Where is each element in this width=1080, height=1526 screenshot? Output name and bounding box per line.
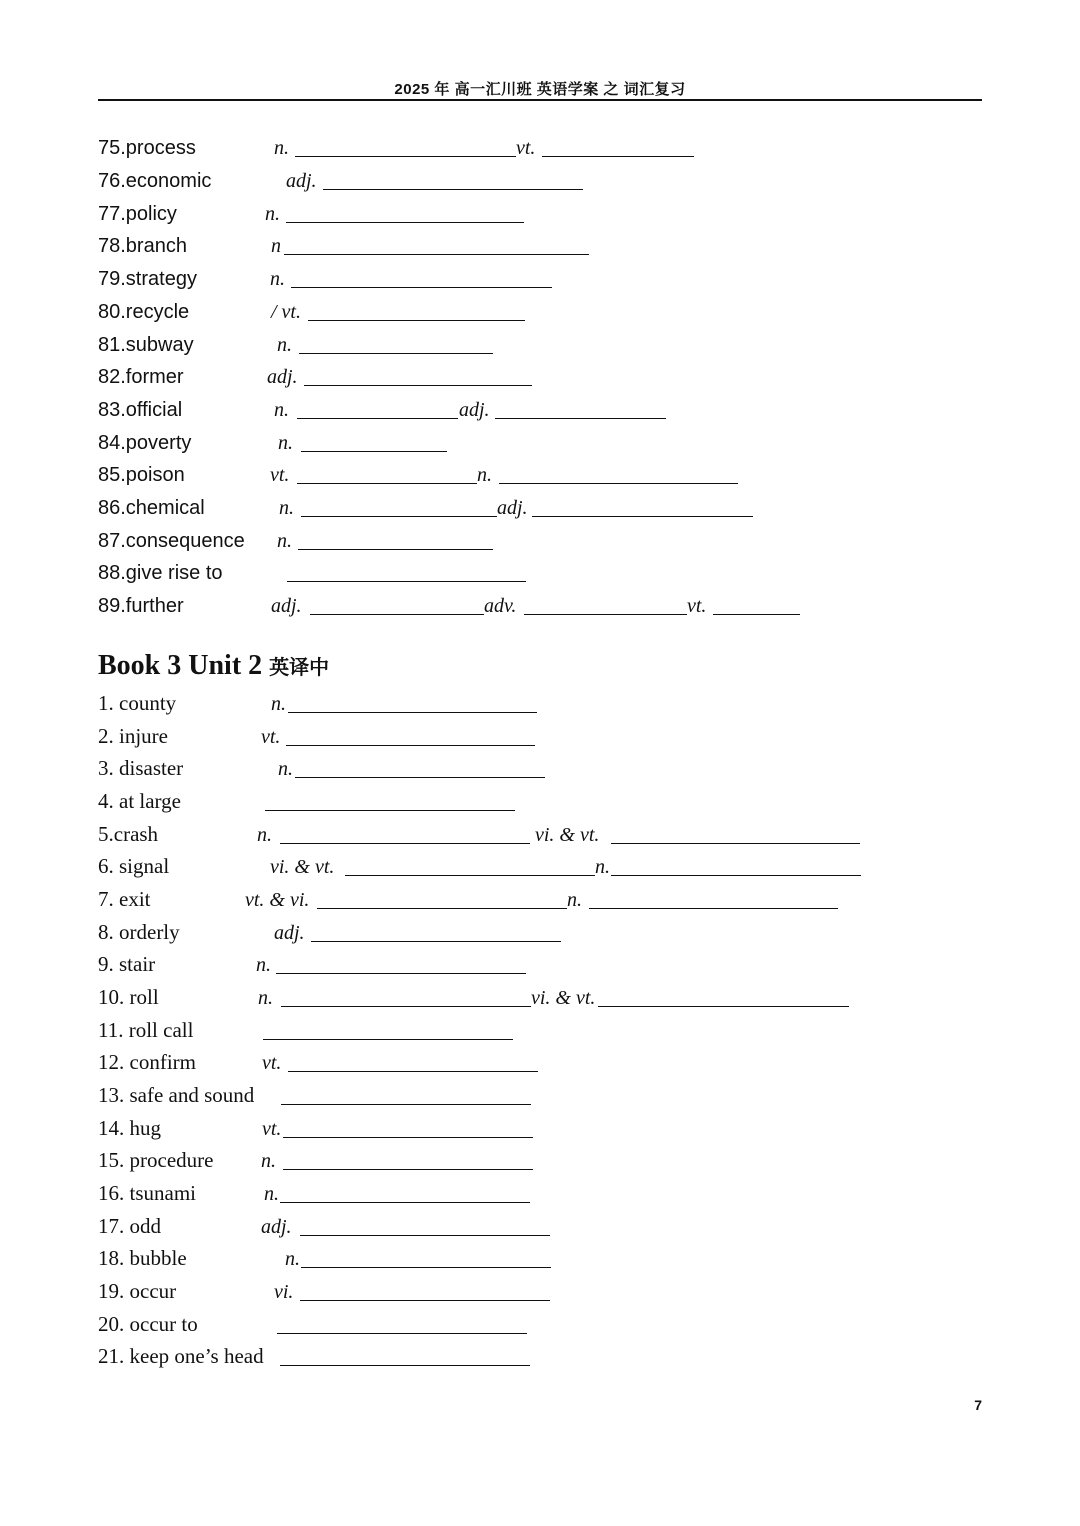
answer-blank[interactable] [286,222,524,223]
part-of-speech-label: vt. [262,1118,282,1140]
part-of-speech-label: n. [278,432,293,454]
page-number: 7 [974,1397,982,1413]
vocab-term: 78.branch [98,235,187,257]
answer-blank[interactable] [286,745,535,746]
answer-blank[interactable] [499,483,738,484]
part-of-speech-label: n. [277,334,292,356]
vocab-row [0,429,1080,459]
answer-blank[interactable] [300,1300,550,1301]
answer-blank[interactable] [598,1006,849,1007]
vocab-row [0,788,1080,818]
part-of-speech-label: vi. [274,1281,294,1303]
vocab-term: 83.official [98,399,183,421]
vocab-term: 19. occur [98,1279,177,1303]
answer-blank[interactable] [297,418,458,419]
vocab-row [0,723,1080,753]
part-of-speech-label: adv. [484,595,517,617]
part-of-speech-label: vt. [516,137,536,159]
answer-blank[interactable] [308,320,525,321]
vocab-term: 1. county [98,691,177,715]
part-of-speech-label: n. [270,268,285,290]
vocab-term: 9. stair [98,952,156,976]
answer-blank[interactable] [298,549,493,550]
part-of-speech-label: n. [256,954,271,976]
vocab-term: 85.poison [98,464,185,486]
part-of-speech-label: n. [271,693,286,715]
vocab-row [0,919,1080,949]
vocab-row [0,134,1080,164]
part-of-speech-label: vi. & vt. [270,856,335,878]
vocab-row [0,1343,1080,1373]
vocab-term: 8. orderly [98,920,180,944]
vocab-term: 7. exit [98,887,151,911]
answer-blank[interactable] [304,385,532,386]
vocab-row [0,1049,1080,1079]
answer-blank[interactable] [280,1365,530,1366]
section-subtitle: 英译中 [269,655,330,679]
vocab-term: 18. bubble [98,1246,187,1270]
header-divider [98,99,982,101]
answer-blank[interactable] [291,287,552,288]
vocab-term: 81.subway [98,334,194,356]
vocab-term: 12. confirm [98,1050,196,1074]
answer-blank[interactable] [287,581,526,582]
answer-blank[interactable] [713,614,800,615]
vocab-row [0,396,1080,426]
part-of-speech-label: vi. & vt. [535,824,600,846]
vocab-row [0,1213,1080,1243]
vocab-term: 77.policy [98,203,177,225]
answer-blank[interactable] [281,1006,531,1007]
vocab-row [0,331,1080,361]
vocab-row [0,690,1080,720]
answer-blank[interactable] [301,516,497,517]
vocab-row [0,592,1080,622]
answer-blank[interactable] [299,353,493,354]
part-of-speech-label: n. [279,497,294,519]
answer-blank[interactable] [283,1169,533,1170]
part-of-speech-label: adj. [261,1216,292,1238]
part-of-speech-label: n [271,235,281,257]
vocab-term: 16. tsunami [98,1181,196,1205]
vocab-row [0,1082,1080,1112]
vocab-term: 76.economic [98,170,212,192]
answer-blank[interactable] [301,451,447,452]
answer-blank[interactable] [276,973,526,974]
vocab-row [0,853,1080,883]
vocab-row [0,1017,1080,1047]
answer-blank[interactable] [495,418,666,419]
vocab-term: 82.former [98,366,184,388]
vocab-row [0,1311,1080,1341]
vocab-row [0,1245,1080,1275]
answer-blank[interactable] [532,516,753,517]
part-of-speech-label: n. [278,758,293,780]
vocab-row [0,755,1080,785]
vocab-row [0,265,1080,295]
answer-blank[interactable] [611,875,861,876]
header-title: 2025 年 高一汇川班 英语学案 之 词汇复习 [394,81,686,98]
vocab-term: 14. hug [98,1116,161,1140]
vocab-term: 4. at large [98,789,181,813]
part-of-speech-label: n. [257,824,272,846]
answer-blank[interactable] [311,941,561,942]
vocab-row [0,200,1080,230]
answer-blank[interactable] [277,1333,527,1334]
part-of-speech-label: n. [274,399,289,421]
answer-blank[interactable] [295,777,545,778]
section-title: Book 3 Unit 2 [98,650,263,681]
part-of-speech-label: adj. [497,497,528,519]
vocab-row [0,886,1080,916]
vocab-term: 11. roll call [98,1018,194,1042]
part-of-speech-label: n. [595,856,610,878]
answer-blank[interactable] [323,189,583,190]
vocab-term: 88.give rise to [98,562,223,584]
vocab-term: 75.process [98,137,196,159]
answer-blank[interactable] [265,810,515,811]
part-of-speech-label: vt. [262,1052,282,1074]
vocab-row [0,559,1080,589]
part-of-speech-label: adj. [271,595,302,617]
part-of-speech-label: n. [274,137,289,159]
vocab-term: 3. disaster [98,756,184,780]
part-of-speech-label: vt. & vi. [245,889,310,911]
answer-blank[interactable] [301,1267,551,1268]
answer-blank[interactable] [589,908,838,909]
vocab-term: 80.recycle [98,301,190,323]
answer-blank[interactable] [288,1071,538,1072]
section-heading [98,650,329,682]
part-of-speech-label: vt. [687,595,707,617]
vocab-term: 5.crash [98,822,159,846]
vocab-row [0,363,1080,393]
answer-blank[interactable] [524,614,687,615]
vocab-row [0,821,1080,851]
vocab-row [0,232,1080,262]
vocab-row [0,1115,1080,1145]
answer-blank[interactable] [300,1235,550,1236]
vocab-row [0,298,1080,328]
vocab-term: 21. keep one’s head [98,1344,264,1368]
vocab-term: 20. occur to [98,1312,198,1336]
vocab-term: 2. injure [98,724,168,748]
vocab-term: 13. safe and sound [98,1083,255,1107]
answer-blank[interactable] [310,614,484,615]
part-of-speech-label: n. [477,464,492,486]
vocab-row [0,951,1080,981]
vocab-term: 10. roll [98,985,159,1009]
part-of-speech-label: vt. [261,726,281,748]
part-of-speech-label: n. [567,889,582,911]
vocab-row [0,527,1080,557]
answer-blank[interactable] [263,1039,513,1040]
vocab-row [0,984,1080,1014]
vocab-term: 86.chemical [98,497,205,519]
part-of-speech-label: vt. [270,464,290,486]
vocab-row [0,167,1080,197]
answer-blank[interactable] [295,156,516,157]
vocab-term: 87.consequence [98,530,245,552]
part-of-speech-label: n. [264,1183,279,1205]
vocab-row [0,1278,1080,1308]
part-of-speech-label: adj. [459,399,490,421]
part-of-speech-label: n. [277,530,292,552]
part-of-speech-label: n. [258,987,273,1009]
vocab-term: 6. signal [98,854,170,878]
part-of-speech-label: adj. [267,366,298,388]
vocab-row [0,494,1080,524]
part-of-speech-label: adj. [274,922,305,944]
answer-blank[interactable] [317,908,567,909]
answer-blank[interactable] [345,875,595,876]
answer-blank[interactable] [280,843,530,844]
answer-blank[interactable] [542,156,694,157]
answer-blank[interactable] [280,1202,530,1203]
vocab-row [0,461,1080,491]
part-of-speech-label: adj. [286,170,317,192]
vocab-term: 79.strategy [98,268,197,290]
vocab-row [0,1180,1080,1210]
answer-blank[interactable] [284,254,589,255]
vocab-row [0,1147,1080,1177]
part-of-speech-label: n. [261,1150,276,1172]
vocab-term: 89.further [98,595,184,617]
answer-blank[interactable] [611,843,860,844]
answer-blank[interactable] [283,1137,533,1138]
part-of-speech-label: n. [285,1248,300,1270]
answer-blank[interactable] [288,712,537,713]
answer-blank[interactable] [281,1104,531,1105]
part-of-speech-label: / vt. [271,301,301,323]
part-of-speech-label: vi. & vt. [531,987,596,1009]
answer-blank[interactable] [297,483,477,484]
part-of-speech-label: n. [265,203,280,225]
vocab-term: 84.poverty [98,432,192,454]
vocab-term: 15. procedure [98,1148,214,1172]
vocab-term: 17. odd [98,1214,161,1238]
